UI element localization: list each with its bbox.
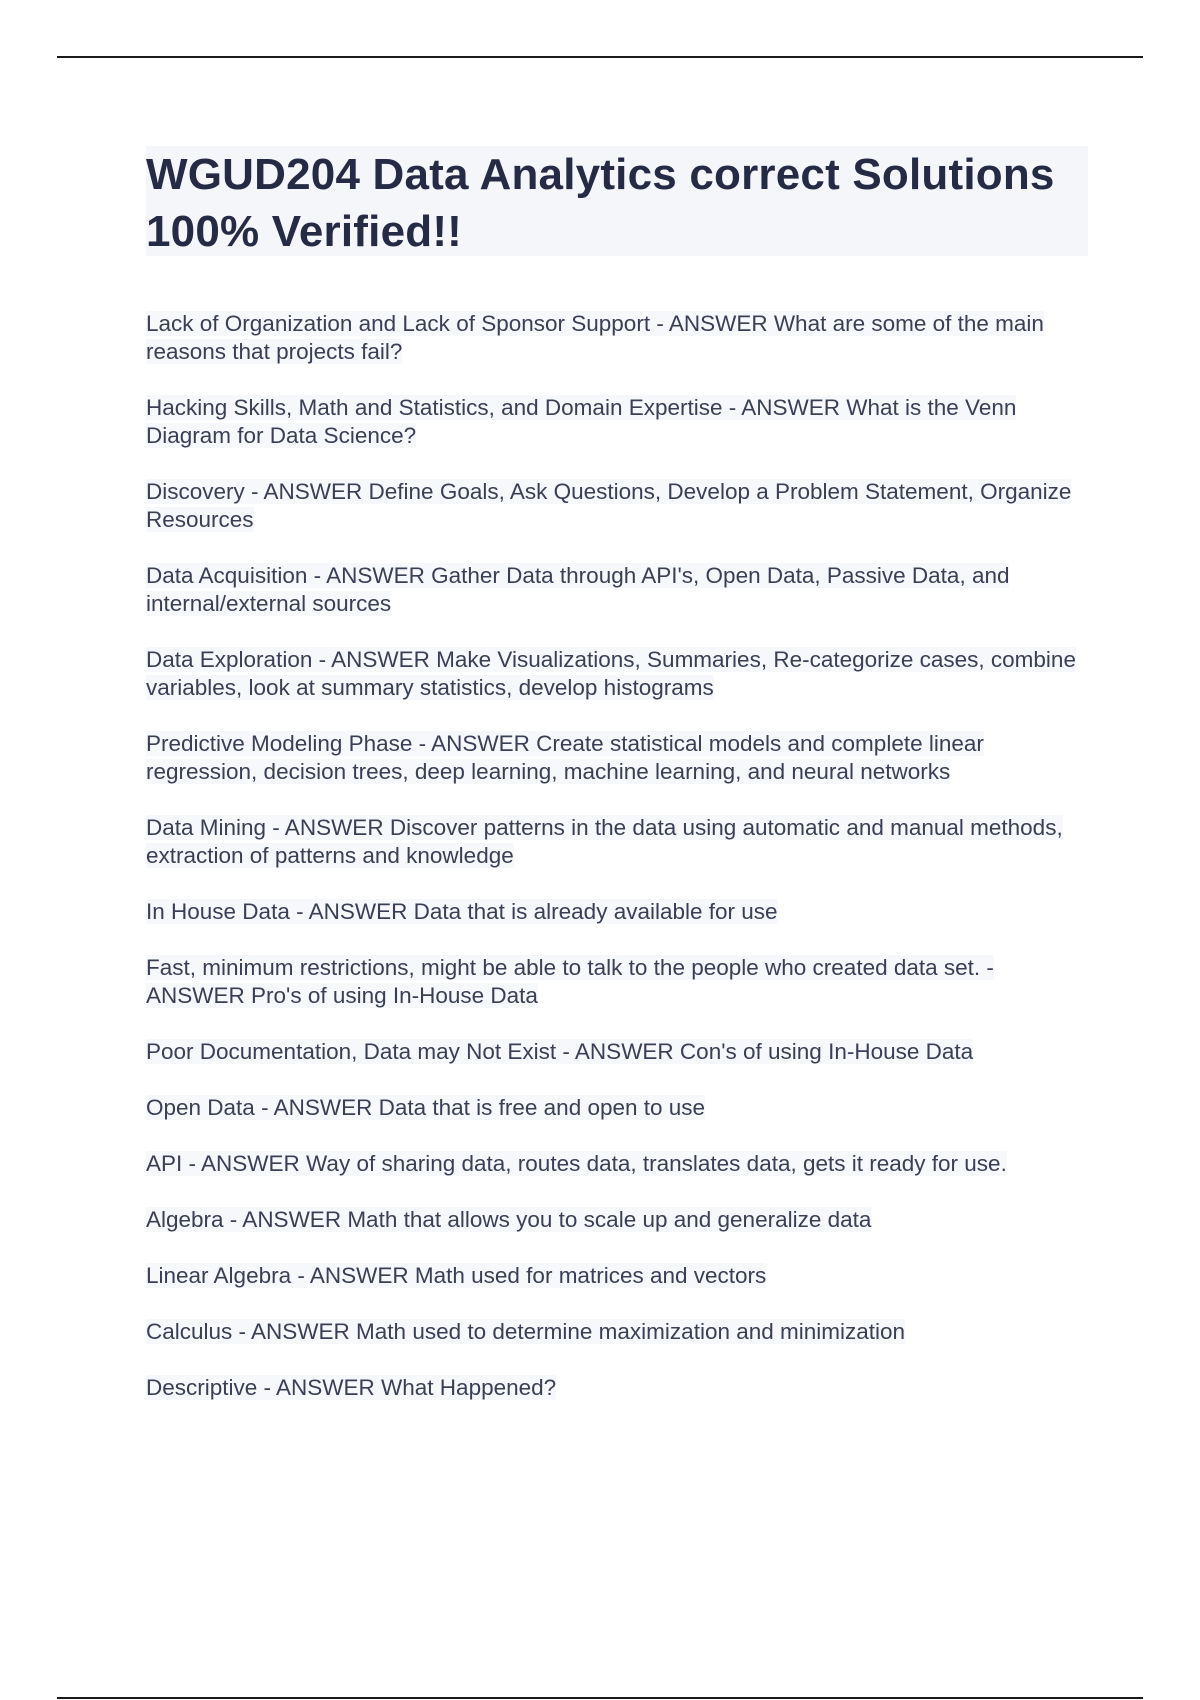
qa-item — [146, 562, 1096, 618]
qa-text: Calculus - ANSWER Math used to determine maximization and minimization — [146, 1319, 906, 1344]
top-rule — [57, 56, 1143, 58]
qa-item — [146, 1262, 1096, 1290]
bottom-rule — [57, 1697, 1143, 1699]
qa-text: Algebra - ANSWER Math that allows you to scale up and generalize data — [146, 1207, 872, 1232]
qa-text: In House Data - ANSWER Data that is already available for use — [146, 899, 778, 924]
qa-text: Data Mining - ANSWER Discover patterns in the data using automatic and manual methods, extraction of patterns and knowledge — [146, 815, 1063, 868]
qa-text: API - ANSWER Way of sharing data, routes data, translates data, gets it ready for use. — [146, 1151, 1007, 1176]
qa-item — [146, 1318, 1096, 1346]
qa-item — [146, 1094, 1096, 1122]
qa-text: Linear Algebra - ANSWER Math used for matrices and vectors — [146, 1263, 767, 1288]
qa-text: Discovery - ANSWER Define Goals, Ask Questions, Develop a Problem Statement, Organize Resources — [146, 479, 1072, 532]
document-title: WGUD204 Data Analytics correct Solutions 100% Verified!! — [146, 150, 1055, 256]
title-block — [146, 146, 1088, 256]
qa-text: Fast, minimum restrictions, might be able to talk to the people who created data set. - ANSWER Pro's of using In-House Data — [146, 955, 994, 1008]
qa-item — [146, 646, 1096, 702]
qa-item — [146, 1150, 1096, 1178]
qa-item — [146, 1038, 1096, 1066]
qa-text: Lack of Organization and Lack of Sponsor Support - ANSWER What are some of the main reasons that projects fail? — [146, 311, 1044, 364]
qa-text: Predictive Modeling Phase - ANSWER Create statistical models and complete linear regression, decision trees, deep learning, machine learning, and neural networks — [146, 731, 984, 784]
qa-text: Open Data - ANSWER Data that is free and open to use — [146, 1095, 706, 1120]
qa-text: Poor Documentation, Data may Not Exist - ANSWER Con's of using In-House Data — [146, 1039, 974, 1064]
qa-text: Data Acquisition - ANSWER Gather Data through API's, Open Data, Passive Data, and internal/external sources — [146, 563, 1010, 616]
qa-item — [146, 310, 1096, 366]
qa-text: Descriptive - ANSWER What Happened? — [146, 1375, 557, 1400]
qa-item — [146, 478, 1096, 534]
qa-item — [146, 814, 1096, 870]
qa-item — [146, 954, 1096, 1010]
qa-list — [146, 310, 1096, 1430]
qa-item — [146, 394, 1096, 450]
qa-item — [146, 898, 1096, 926]
qa-item — [146, 730, 1096, 786]
qa-item — [146, 1206, 1096, 1234]
qa-text: Hacking Skills, Math and Statistics, and Domain Expertise - ANSWER What is the Venn Diagram for Data Science? — [146, 395, 1017, 448]
qa-item — [146, 1374, 1096, 1402]
qa-text: Data Exploration - ANSWER Make Visualizations, Summaries, Re-categorize cases, combine variables, look at summary statistics, develop histograms — [146, 647, 1076, 700]
